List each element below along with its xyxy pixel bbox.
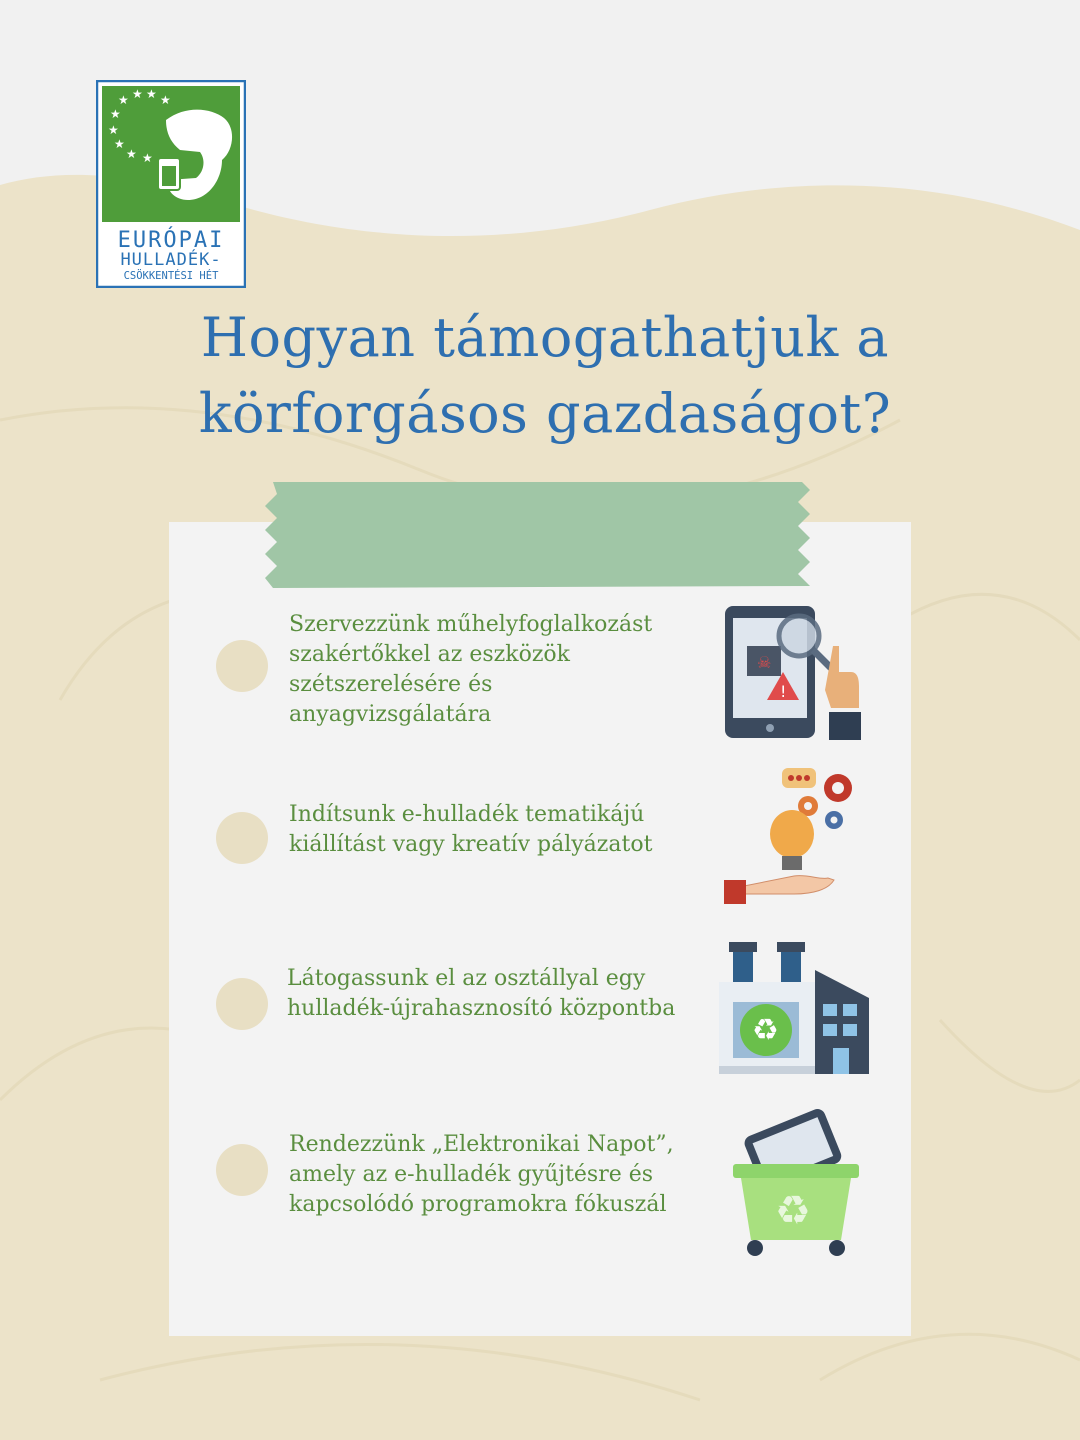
logo-line2: HULLADÉK- — [120, 250, 222, 270]
recycle-bin-device-icon — [729, 1108, 865, 1258]
svg-text:★: ★ — [146, 87, 157, 101]
logo-line3: CSÖKKENTÉSI HÉT — [123, 270, 219, 282]
svg-text:♻: ♻ — [752, 1013, 779, 1048]
svg-text:★: ★ — [142, 151, 153, 165]
title-line1: Hogyan támogathatjuk a — [200, 306, 890, 369]
svg-text:♻: ♻ — [775, 1188, 811, 1234]
svg-text:★: ★ — [132, 87, 143, 101]
item-text: Indítsunk e-hulladék tematikájú kiállítást vagy kreatív pályázatot — [289, 802, 653, 857]
svg-text:☠: ☠ — [757, 653, 772, 672]
svg-text:!: ! — [780, 682, 787, 701]
bullet-circle — [216, 640, 268, 692]
bullet-circle — [216, 978, 268, 1030]
title-line2: körforgásos gazdaságot? — [198, 382, 892, 445]
svg-text:★: ★ — [118, 93, 129, 107]
svg-text:★: ★ — [110, 107, 121, 121]
svg-text:★: ★ — [126, 147, 137, 161]
ewwr-logo — [96, 80, 246, 288]
svg-text:★: ★ — [108, 123, 119, 137]
page-title — [160, 300, 930, 452]
item-text: Látogassunk el az osztállyal egy hulladék-újrahasznosító központba — [287, 966, 676, 1021]
svg-text:★: ★ — [114, 137, 125, 151]
item-text: Szervezzünk műhelyfoglalkozást szakértőkkel az eszközök szétszerelésére és anyagvizsgálatára — [289, 612, 653, 727]
bullet-circle — [216, 1144, 268, 1196]
lightbulb-gears-hand-icon — [724, 768, 864, 910]
item-text: Rendezzünk „Elektronikai Napot”, amely az e-hulladék gyűjtésre és kapcsolódó programokra fókuszál — [289, 1132, 674, 1217]
svg-text:★: ★ — [160, 93, 171, 107]
content-card — [169, 522, 911, 1336]
ribbon-banner — [265, 480, 810, 590]
logo-line1: EURÓPAI — [117, 228, 225, 253]
tablet-magnifier-icon — [721, 602, 871, 742]
recycling-factory-icon — [719, 942, 871, 1076]
bullet-circle — [216, 812, 268, 864]
